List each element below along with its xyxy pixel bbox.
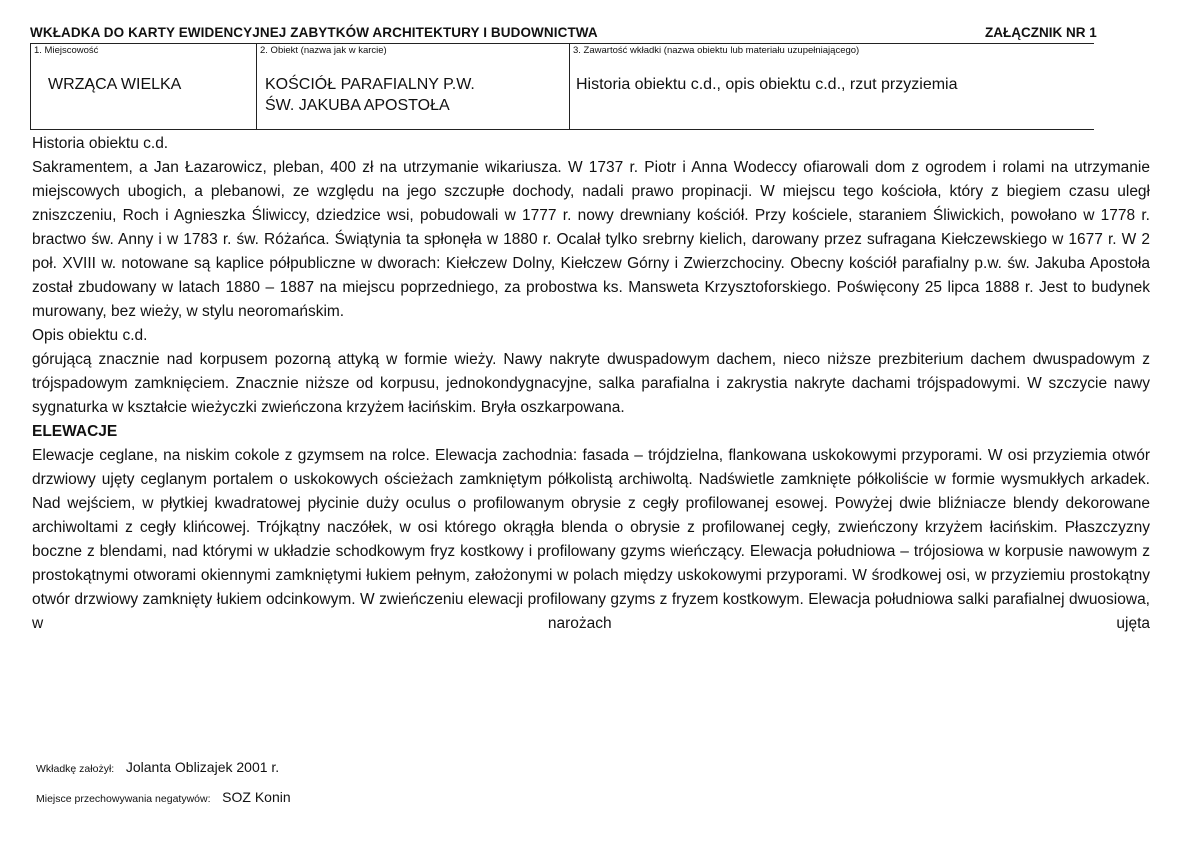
description-paragraph: górującą znacznie nad korpusem pozorną attyką w formie wieży. Nawy nakryte dwuspadowym dachem, nieco niższe prezbiterium dachem dwuspadowym z trójspadowym zamknięciem. Znacznie niższe od korpusu, jednokondygnacyjne, salka parafialna i zakrystia nakryte dachami trójspadowymi. W szczycie nawy sygnaturka w kształcie wieżyczki zwieńczona krzyżem łacińskim. Bryła oszkarpowana. xyxy=(32,351,1150,416)
object-value-line2: ŚW. JAKUBA APOSTOŁA xyxy=(265,97,450,114)
compiled-by xyxy=(36,759,279,775)
history-paragraph: Sakramentem, a Jan Łazarowicz, pleban, 400 zł na utrzymanie wikariusza. W 1737 r. Piotr i Anna Wodeccy ofiarowali dom z ogrodem i rolami na utrzymanie miejscowych ubogich, a plebanowi, ze względu na jego szczupłe dochody, nadali prawo propinacji. W miejscu tego kościoła, który z biegiem czasu uległ zniszczeniu, Roch i Agnieszka Śliwiccy, dziedzice wsi, pobudowali w 1777 r. nowy drewniany kościół. Przy kościele, staraniem Śliwickich, powołano w 1778 r. bractwo św. Anny i w 1783 r. św. Różańca. Świątynia ta spłonęła w 1880 r. Ocalał tylko srebrny kielich, darowany przez sufragana Kiełczewskiego w 1677 r. W 2 poł. XVIII w. notowane są kaplice półpubliczne w dworach: Kiełczew Dolny, Kiełczew Górny i Zwierzchociny. Obecny kościół parafialny p.w. św. Jakuba Apostoła został zbudowany w latach 1880 – 1887 na miejscu poprzedniego, za probostwa ks. Mansweta Krzysztoforskiego. Poświęcony 25 lipca 1888 r. Jest to budynek murowany, bez wieży, w stylu neoromańskim. xyxy=(32,159,1150,320)
history-heading: Historia obiektu c.d. xyxy=(32,135,169,152)
contents-value: Historia obiektu c.d., opis obiektu c.d., rzut przyziemia xyxy=(576,76,958,93)
annex-label: ZAŁĄCZNIK NR 1 xyxy=(985,25,1097,40)
description-heading: Opis obiektu c.d. xyxy=(32,327,148,344)
compiled-label: Wkładkę założył: xyxy=(36,763,115,775)
object-label: 2. Obiekt (nazwa jak w karcie) xyxy=(260,45,387,56)
object-box xyxy=(257,44,570,130)
elevations-heading: ELEWACJE xyxy=(32,423,118,440)
negatives-location xyxy=(36,789,291,805)
object-value xyxy=(265,74,475,116)
locality-box xyxy=(30,44,257,130)
contents-label: 3. Zawartość wkładki (nazwa obiektu lub materiału uzupełniającego) xyxy=(573,45,860,56)
document-title: WKŁADKA DO KARTY EWIDENCYJNEJ ZABYTKÓW ARCHITEKTURY I BUDOWNICTWA xyxy=(30,25,598,40)
elevations-paragraph: Elewacje ceglane, na niskim cokole z gzymsem na rolce. Elewacja zachodnia: fasada – trójdzielna, flankowana uskokowymi przyporami. W osi przyziemia otwór drzwiowy ujęty ceglanym portalem o uskokowych ościeżach zamkniętym półkolistą archiwoltą. Nadświetle zamknięte półkoliście w formie wysmukłych arkadek. Nad wejściem, w płytkiej kwadratowej płycinie duży oculus o profilowanym obrysie z cegły profilowanej esowej. Powyżej dwie bliźniacze blendy dekorowane archiwoltami z cegły klińcowej. Trójkątny naczółek, w osi którego okrągła blenda o obrysie z profilowanej cegły, zwieńczony krzyżem łacińskim. Płaszczyzny boczne z blendami, nad którymi w układzie schodkowym fryz kostkowy i profilowany gzyms wieńczący. Elewacja południowa – trójosiowa w korpusie nawowym z prostokątnymi otworami okiennymi zamkniętymi łukiem pełnym, założonymi w polach między uskokowymi przyporami. W środkowej osi, w przyziemiu prostokątny otwór drzwiowy zamknięty łukiem odcinkowym. W zwieńczeniu elewacji profilowany gzyms z fryzem kostkowym. Elewacja południowa salki parafialnej dwuosiowa, w narożach ujęta xyxy=(32,447,1150,632)
negatives-label: Miejsce przechowywania negatywów: xyxy=(36,793,211,805)
object-value-line1: KOŚCIÓŁ PARAFIALNY P.W. xyxy=(265,76,475,93)
locality-label: 1. Miejscowość xyxy=(34,45,99,56)
contents-box xyxy=(570,44,1094,130)
negatives-value: SOZ Konin xyxy=(222,789,291,805)
document-body xyxy=(32,132,1150,636)
locality-value: WRZĄCA WIELKA xyxy=(48,76,182,93)
compiled-value: Jolanta Oblizajek 2001 r. xyxy=(125,759,280,775)
